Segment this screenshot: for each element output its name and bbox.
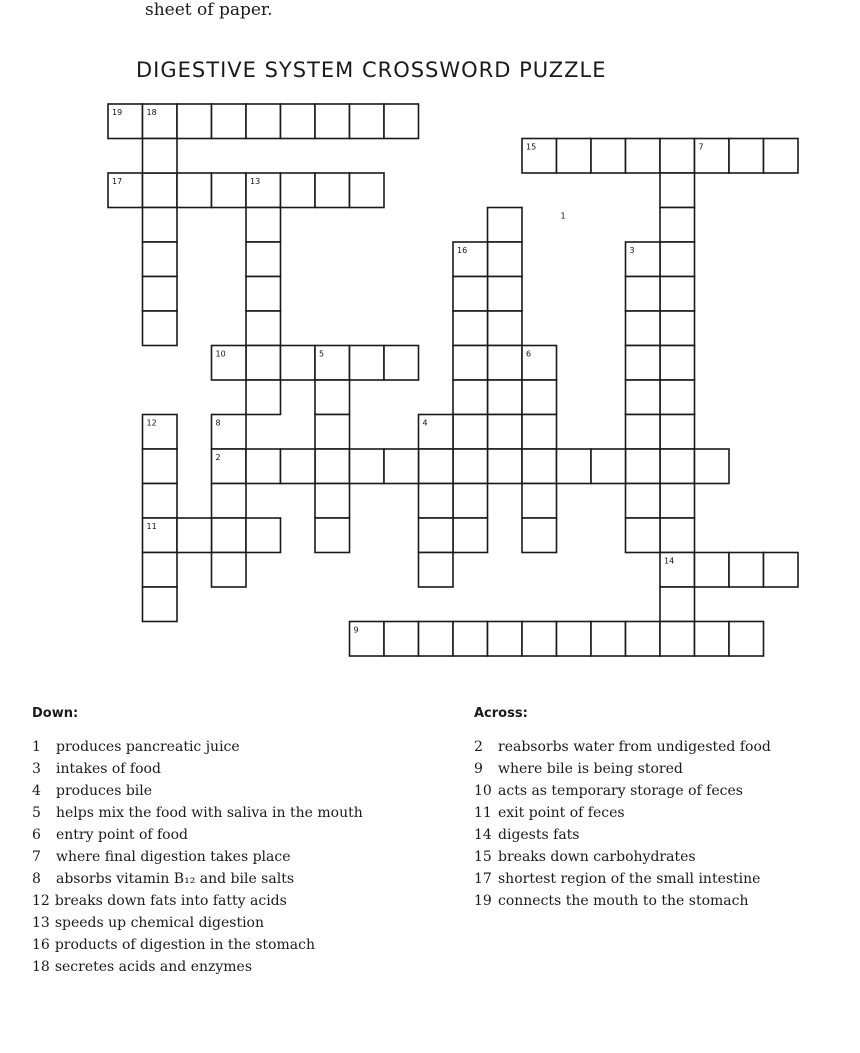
grid-cell[interactable] <box>143 139 178 174</box>
grid-cell[interactable] <box>488 346 523 381</box>
clue-number: 2 <box>474 739 483 755</box>
grid-cell-number: 3 <box>629 246 635 255</box>
grid-cell[interactable] <box>212 518 247 553</box>
clue-number: 11 <box>474 805 492 821</box>
grid-cell-number: 4 <box>422 418 428 428</box>
grid-cell[interactable] <box>660 346 695 381</box>
grid-cell-number: 2 <box>215 453 221 462</box>
grid-cell[interactable] <box>350 449 385 484</box>
grid-cells <box>108 104 798 656</box>
grid-cell[interactable] <box>660 380 695 415</box>
grid-cell[interactable] <box>764 139 799 174</box>
clue-item <box>32 780 363 802</box>
header-text-fragment: sheet of paper. <box>145 0 273 20</box>
grid-cell-number: 18 <box>146 108 157 117</box>
grid-cell[interactable] <box>557 139 592 174</box>
clue-text: digests fats <box>498 827 580 843</box>
grid-cell[interactable] <box>660 484 695 519</box>
grid-cell[interactable] <box>626 622 661 657</box>
grid-cell[interactable] <box>281 173 316 208</box>
clue-text: entry point of food <box>56 827 189 843</box>
grid-cell-number: 8 <box>215 418 221 428</box>
grid-cell[interactable] <box>453 346 488 381</box>
clue-item <box>474 736 771 758</box>
clue-text: helps mix the food with saliva in the mouth <box>56 805 363 821</box>
grid-cell[interactable] <box>729 622 764 657</box>
grid-cell[interactable] <box>350 173 385 208</box>
clue-number: 14 <box>474 827 492 843</box>
clue-text: shortest region of the small intestine <box>498 871 761 887</box>
grid-cell[interactable] <box>177 173 212 208</box>
grid-cell[interactable] <box>350 104 385 139</box>
grid-cell[interactable] <box>246 208 281 243</box>
across-heading: Across: <box>474 706 528 721</box>
down-heading: Down: <box>32 706 79 721</box>
clue-number: 19 <box>474 893 492 909</box>
clue-number: 10 <box>474 783 492 799</box>
clue-number: 9 <box>474 761 483 777</box>
grid-cell-number: 16 <box>457 246 468 255</box>
grid-cell[interactable] <box>453 277 488 312</box>
grid-cell-number: 5 <box>319 349 325 359</box>
clue-number: 15 <box>474 849 492 865</box>
clue-number: 5 <box>32 805 41 821</box>
grid-cell[interactable] <box>453 311 488 346</box>
grid-cell[interactable] <box>212 484 247 519</box>
grid-cell[interactable] <box>626 484 661 519</box>
grid-cell-number: 12 <box>146 418 157 428</box>
grid-cell[interactable] <box>143 242 178 277</box>
clue-item <box>32 912 363 934</box>
grid-cell[interactable] <box>453 518 488 553</box>
clue-item <box>32 736 363 758</box>
grid-cell[interactable] <box>626 311 661 346</box>
grid-cell[interactable] <box>453 622 488 657</box>
clue-text: products of digestion in the stomach <box>54 937 315 953</box>
grid-cell[interactable] <box>315 449 350 484</box>
clue-item <box>32 802 363 824</box>
grid-cell[interactable] <box>522 484 557 519</box>
grid-cell-number: 1 <box>560 211 566 221</box>
clue-number: 16 <box>32 937 50 953</box>
grid-cell[interactable] <box>419 484 454 519</box>
grid-cell[interactable] <box>143 173 178 208</box>
grid-cell[interactable] <box>522 449 557 484</box>
grid-cell[interactable] <box>488 449 523 484</box>
grid-cell[interactable] <box>488 277 523 312</box>
grid-cell[interactable] <box>212 553 247 588</box>
grid-cell[interactable] <box>729 553 764 588</box>
grid-cell[interactable] <box>591 622 626 657</box>
clue-item <box>32 868 363 890</box>
grid-cell[interactable] <box>384 622 419 657</box>
grid-cell[interactable] <box>557 449 592 484</box>
grid-cell[interactable] <box>143 311 178 346</box>
clue-text: absorbs vitamin B₁₂ and bile salts <box>56 871 294 887</box>
grid-cell[interactable] <box>143 449 178 484</box>
grid-cell[interactable] <box>212 104 247 139</box>
clue-text: connects the mouth to the stomach <box>498 893 749 909</box>
grid-cell[interactable] <box>626 518 661 553</box>
grid-cell[interactable] <box>660 208 695 243</box>
grid-cell-number: 11 <box>146 522 157 531</box>
grid-cell[interactable] <box>488 208 523 243</box>
grid-cell-number: 19 <box>112 108 123 117</box>
grid-cell[interactable] <box>246 104 281 139</box>
grid-cell[interactable] <box>626 139 661 174</box>
grid-cell[interactable] <box>695 622 730 657</box>
clue-number: 12 <box>32 893 50 909</box>
clue-item <box>32 890 363 912</box>
grid-cell[interactable] <box>143 484 178 519</box>
clue-text: produces pancreatic juice <box>56 739 240 755</box>
clue-item <box>32 846 363 868</box>
clue-text: breaks down carbohydrates <box>498 849 696 865</box>
grid-cell[interactable] <box>695 553 730 588</box>
grid-cell[interactable] <box>488 415 523 450</box>
clue-text: where bile is being stored <box>498 761 683 777</box>
grid-cell[interactable] <box>350 346 385 381</box>
clue-text: intakes of food <box>56 761 161 777</box>
grid-cell[interactable] <box>246 277 281 312</box>
grid-cell[interactable] <box>315 173 350 208</box>
grid-cell[interactable] <box>453 415 488 450</box>
grid-cell[interactable] <box>660 518 695 553</box>
clue-text: exit point of feces <box>498 805 625 821</box>
grid-cell[interactable] <box>246 449 281 484</box>
grid-cell[interactable] <box>453 484 488 519</box>
grid-cell[interactable] <box>626 380 661 415</box>
grid-cell[interactable] <box>488 311 523 346</box>
grid-cell[interactable] <box>488 622 523 657</box>
grid-cell-number: 10 <box>215 349 226 359</box>
clue-item <box>474 890 771 912</box>
grid-cell[interactable] <box>591 139 626 174</box>
grid-cell[interactable] <box>177 104 212 139</box>
grid-cell-number: 6 <box>526 349 532 359</box>
grid-cell[interactable] <box>315 518 350 553</box>
clue-text: acts as temporary storage of feces <box>498 783 743 799</box>
grid-cell[interactable] <box>419 449 454 484</box>
down-clue-list <box>32 736 363 978</box>
clue-item <box>474 780 771 802</box>
grid-cell[interactable] <box>626 415 661 450</box>
grid-cell-number: 13 <box>250 177 261 186</box>
clue-number: 7 <box>32 849 41 865</box>
clue-text: where final digestion takes place <box>56 849 291 865</box>
grid-cell[interactable] <box>281 104 316 139</box>
grid-cell[interactable] <box>660 587 695 622</box>
clue-item <box>474 758 771 780</box>
clue-item <box>474 802 771 824</box>
grid-cell[interactable] <box>660 173 695 208</box>
grid-cell[interactable] <box>522 380 557 415</box>
clue-number: 1 <box>32 739 41 755</box>
grid-cell[interactable] <box>626 449 661 484</box>
grid-cell[interactable] <box>384 104 419 139</box>
clue-item <box>32 758 363 780</box>
clue-item <box>32 934 363 956</box>
clue-text: secretes acids and enzymes <box>54 959 253 975</box>
grid-cell[interactable] <box>764 553 799 588</box>
grid-cell[interactable] <box>419 518 454 553</box>
clue-number: 8 <box>32 871 41 887</box>
grid-cell[interactable] <box>453 380 488 415</box>
grid-cell[interactable] <box>143 553 178 588</box>
grid-cell-number: 9 <box>353 625 359 635</box>
grid-cell[interactable] <box>660 277 695 312</box>
grid-cell[interactable] <box>729 139 764 174</box>
clue-text: speeds up chemical digestion <box>54 915 265 931</box>
grid-cell[interactable] <box>143 587 178 622</box>
grid-cell[interactable] <box>488 242 523 277</box>
grid-cell[interactable] <box>419 553 454 588</box>
clue-number: 6 <box>32 827 41 843</box>
grid-cell[interactable] <box>522 518 557 553</box>
across-clue-list <box>474 736 771 912</box>
grid-cell[interactable] <box>557 622 592 657</box>
grid-cell[interactable] <box>246 380 281 415</box>
puzzle-title: DIGESTIVE SYSTEM CROSSWORD PUZZLE <box>136 58 607 82</box>
clue-item <box>474 846 771 868</box>
clue-text: breaks down fats into fatty acids <box>54 893 287 909</box>
grid-cell[interactable] <box>281 449 316 484</box>
grid-cell[interactable] <box>315 104 350 139</box>
grid-cell[interactable] <box>591 449 626 484</box>
grid-cell[interactable] <box>384 449 419 484</box>
grid-cell[interactable] <box>660 622 695 657</box>
grid-cell[interactable] <box>246 311 281 346</box>
grid-cell[interactable] <box>315 484 350 519</box>
grid-cell[interactable] <box>177 518 212 553</box>
grid-cell[interactable] <box>384 346 419 381</box>
grid-cell[interactable] <box>246 242 281 277</box>
grid-cell[interactable] <box>143 208 178 243</box>
clue-number: 3 <box>32 761 41 777</box>
grid-cell[interactable] <box>695 449 730 484</box>
clue-text: produces bile <box>56 783 153 799</box>
clue-item <box>474 824 771 846</box>
grid-cell-number: 17 <box>112 177 123 186</box>
grid-cell[interactable] <box>660 139 695 174</box>
clue-text: reabsorbs water from undigested food <box>498 739 771 755</box>
clue-number: 18 <box>32 959 50 975</box>
clue-item <box>474 868 771 890</box>
grid-cell[interactable] <box>626 346 661 381</box>
grid-cell[interactable] <box>281 346 316 381</box>
grid-cell[interactable] <box>419 622 454 657</box>
grid-cell[interactable] <box>212 173 247 208</box>
grid-cell[interactable] <box>660 415 695 450</box>
grid-cell[interactable] <box>488 380 523 415</box>
grid-cell[interactable] <box>315 380 350 415</box>
grid-cell[interactable] <box>660 242 695 277</box>
grid-cell-number: 14 <box>664 556 675 566</box>
grid-cell[interactable] <box>660 311 695 346</box>
grid-cell[interactable] <box>522 415 557 450</box>
grid-cell[interactable] <box>315 415 350 450</box>
grid-cell[interactable] <box>143 277 178 312</box>
grid-cell-number: 7 <box>698 142 704 152</box>
grid-cell[interactable] <box>246 346 281 381</box>
clue-number: 17 <box>474 871 492 887</box>
clue-number: 4 <box>32 783 41 799</box>
grid-cell[interactable] <box>453 449 488 484</box>
grid-cell[interactable] <box>626 277 661 312</box>
grid-cell[interactable] <box>246 518 281 553</box>
grid-cell-number: 15 <box>526 142 537 152</box>
clue-item <box>32 824 363 846</box>
grid-cell[interactable] <box>660 449 695 484</box>
grid-cell[interactable] <box>522 622 557 657</box>
clue-item <box>32 956 363 978</box>
clue-number: 13 <box>32 915 50 931</box>
